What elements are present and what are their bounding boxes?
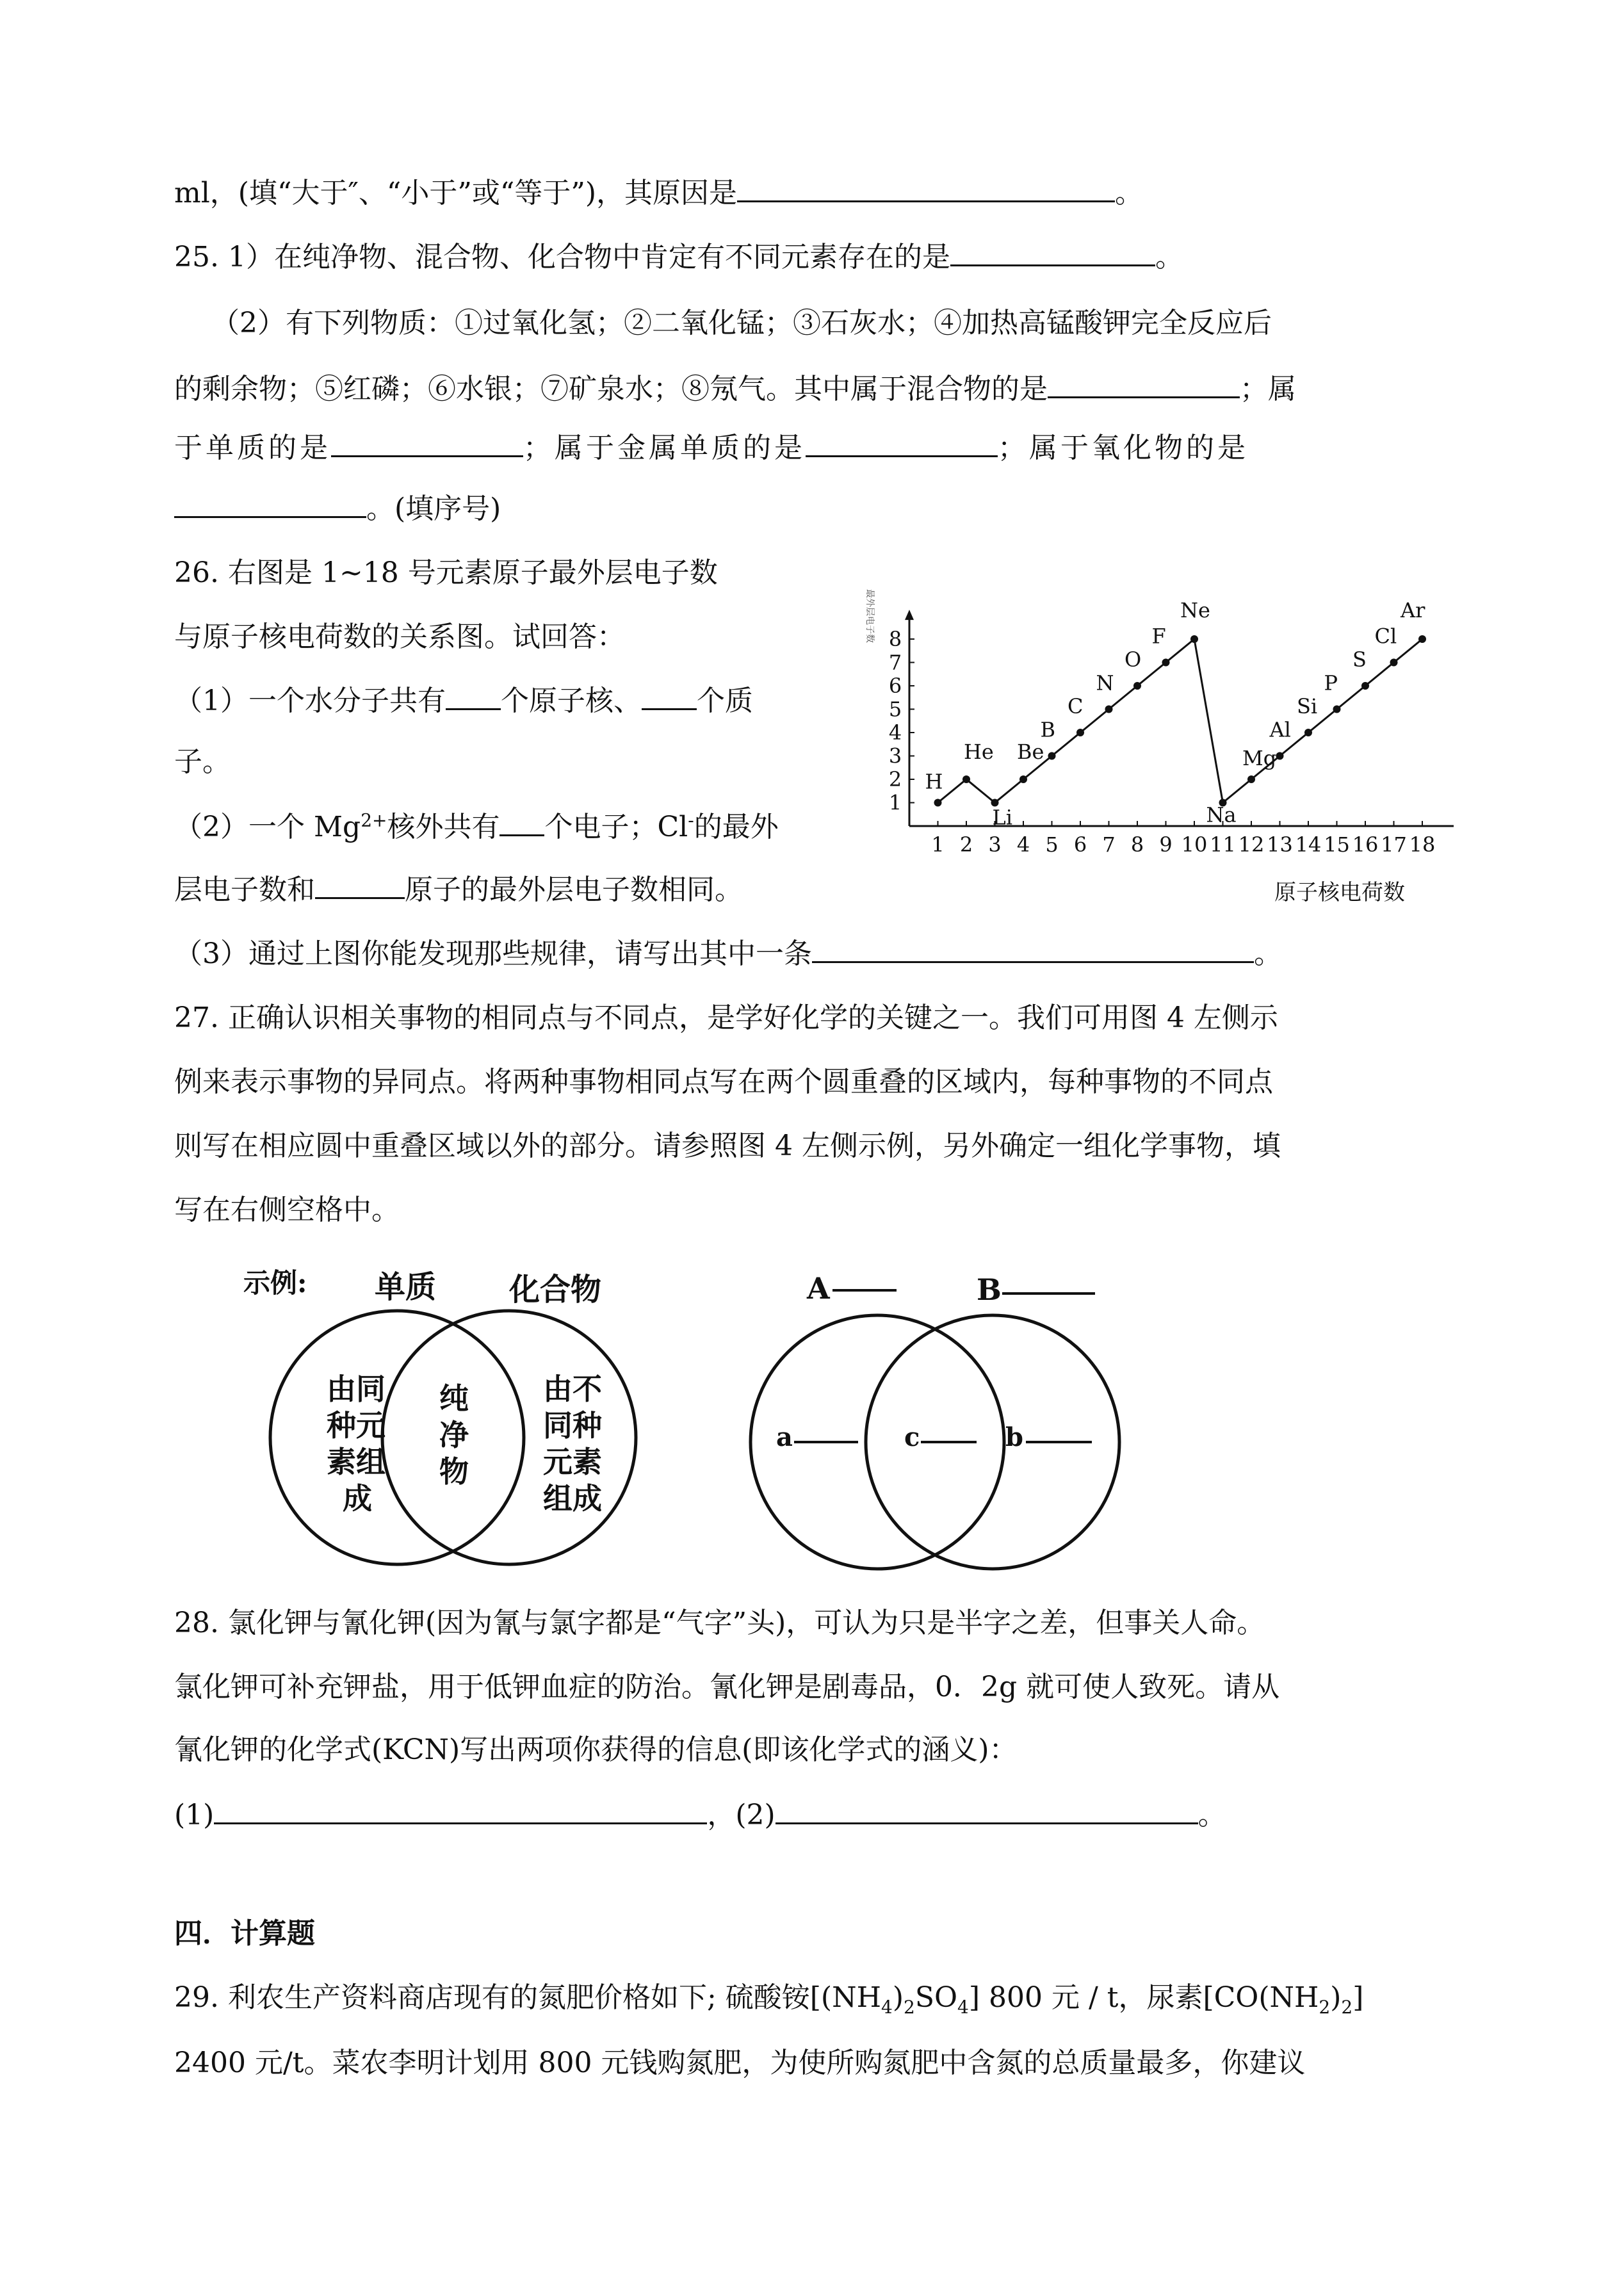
question-29-line2: 2400 元/t。菜农李明计划用 800 元钱购氮肥，为使所购氮肥中含氮的总质量最多，你建议 — [174, 2047, 1306, 2079]
y-tick-label: 5 — [888, 697, 902, 722]
data-point-h — [934, 799, 942, 807]
question-28-line2: 氯化钾可补充钾盐，用于低钾血症的防治。氰化钾是剧毒品，0．2g 就可使人致死。请从 — [174, 1671, 1280, 1703]
data-point-al — [1276, 752, 1284, 760]
data-point-f — [1162, 659, 1170, 667]
y-tick-label: 3 — [888, 743, 902, 768]
x-tick-label: 18 — [1409, 832, 1436, 857]
svg-text:元素: 元素 — [543, 1445, 602, 1479]
venn-example-left-circle — [270, 1311, 524, 1564]
venn-example-right-text — [543, 1372, 602, 1516]
y-axis-arrow — [905, 610, 914, 620]
question-26-line2: 与原子核电荷数的关系图。试回答： — [174, 620, 625, 653]
svg-text:净: 净 — [439, 1418, 469, 1452]
svg-text:组成: 组成 — [543, 1481, 602, 1516]
svg-text:素组: 素组 — [327, 1445, 386, 1479]
x-tick-label: 7 — [1102, 832, 1116, 857]
data-point-be — [1019, 775, 1027, 783]
question-26-part1: （1）一个水分子共有 个原子核、 个质 — [174, 682, 753, 720]
point-label-be: Be — [1017, 740, 1044, 764]
question-27-line2: 例来表示事物的异同点。将两种事物相同点写在两个圆重叠的区域内，每种事物的不同点 — [174, 1066, 1273, 1098]
answer-blank-element[interactable] — [331, 430, 523, 457]
chart-x-axis-label: 原子核电荷数 — [1274, 880, 1405, 905]
x-tick-label: 3 — [988, 832, 1002, 857]
svg-text:由不: 由不 — [543, 1372, 602, 1406]
venn-blank-A-label: A — [807, 1271, 830, 1306]
data-point-b — [1048, 752, 1056, 760]
question-26-part2-cont: 层电子数和 原子的最外层电子数相同。 — [174, 871, 743, 909]
question-27-line4: 写在右侧空格中。 — [174, 1194, 400, 1226]
answer-blank-1[interactable] — [214, 1797, 707, 1824]
data-point-cl — [1390, 659, 1398, 667]
question-29-line1: 29. 利农生产资料商店现有的氮肥价格如下; 硫酸铵$[(NH_4)_2SO_4]$ 800 元 / t，尿素$[CO(NH_2)_2]$ — [174, 1981, 1364, 2018]
question-26-part2: （2）一个 $Mg^{2+}$核外共有 个电子；Cl-的最外 — [174, 809, 779, 843]
point-label-si: Si — [1297, 694, 1318, 718]
question-26-part1-cont: 子。 — [174, 745, 231, 778]
question-26-line1: 26. 右图是 1~18 号元素原子最外层电子数 — [174, 556, 718, 589]
venn-blank-c-label: c — [904, 1422, 920, 1452]
venn-example-mid-text — [439, 1381, 469, 1489]
x-tick-label: 5 — [1045, 832, 1059, 857]
chart-series-line — [938, 639, 1423, 803]
answer-blank[interactable] — [446, 683, 501, 710]
x-tick-label: 2 — [959, 832, 973, 857]
question-25-part2-line3: 于单质的是 ；属于金属单质的是 ；属于氧化物的是 — [174, 429, 1249, 467]
data-point-c — [1076, 729, 1084, 736]
question-27-line1: 27. 正确认识相关事物的相同点与不同点，是学好化学的关键之一。我们可用图 4 左侧示 — [174, 1002, 1278, 1034]
point-label-li: Li — [992, 805, 1012, 830]
electron-shell-chart — [839, 570, 1454, 916]
answer-blank-mixture[interactable] — [1048, 371, 1240, 398]
question-25-part2-line1: （2）有下列物质：①过氧化氢；②二氧化锰；③石灰水；④加热高锰酸钾完全反应后 — [211, 307, 1272, 339]
y-tick-label: 7 — [888, 650, 902, 675]
text-line-answer-reason: ml，(填“大于″、“小于”或“等于”)，其原因是 。 — [174, 174, 1143, 213]
answer-blank-2[interactable] — [775, 1797, 1198, 1824]
x-tick-label: 11 — [1210, 832, 1236, 857]
data-point-s — [1361, 682, 1369, 690]
x-tick-label: 15 — [1324, 832, 1350, 857]
x-tick-label: 12 — [1238, 832, 1265, 857]
question-28-answers: (1) ，(2) 。 — [174, 1796, 1226, 1835]
answer-blank[interactable] — [950, 239, 1155, 266]
data-point-ar — [1418, 635, 1426, 643]
x-tick-label: 1 — [931, 832, 945, 857]
answer-blank-metal[interactable] — [806, 430, 998, 457]
answer-blank[interactable] — [642, 683, 697, 710]
point-label-cl: Cl — [1374, 624, 1397, 649]
x-tick-label: 8 — [1130, 832, 1144, 857]
point-label-c: C — [1068, 694, 1084, 718]
venn-blank-b-label: b — [1005, 1422, 1023, 1452]
data-point-he — [962, 775, 970, 783]
x-tick-label: 16 — [1352, 832, 1379, 857]
data-point-ne — [1190, 635, 1198, 643]
data-point-si — [1304, 729, 1312, 736]
venn-example-left-text — [327, 1372, 386, 1516]
point-label-al: Al — [1269, 717, 1291, 742]
point-label-s: S — [1352, 647, 1367, 672]
question-26-part3: （3）通过上图你能发现那些规律，请写出其中一条 。 — [174, 935, 1282, 973]
venn-left-title: 单质 — [375, 1269, 437, 1305]
point-label-f: F — [1151, 624, 1166, 649]
point-label-ne: Ne — [1180, 598, 1210, 622]
venn-right-title: 化合物 — [509, 1272, 602, 1308]
section-heading-calculation: 四．计算题 — [174, 1917, 315, 1950]
x-tick-label: 10 — [1181, 832, 1208, 857]
svg-text:物: 物 — [439, 1454, 469, 1489]
x-tick-label: 14 — [1295, 832, 1322, 857]
svg-text:由同: 由同 — [327, 1372, 386, 1406]
x-tick-label: 17 — [1381, 832, 1407, 857]
question-25-part2-line2: 的剩余物；⑤红磷；⑥水银；⑦矿泉水；⑧氖气。其中属于混合物的是 ；属 — [174, 370, 1296, 409]
point-label-ar: Ar — [1401, 598, 1425, 622]
y-tick-label: 2 — [888, 767, 902, 791]
question-25-part1: 25. 1）在纯净物、混合物、化合物中肯定有不同元素存在的是 。 — [174, 238, 1183, 277]
point-label-n: N — [1096, 670, 1114, 695]
question-28-line3: 氰化钾的化学式(KCN)写出两项你获得的信息(即该化学式的涵义)： — [174, 1733, 1018, 1766]
point-label-na: Na — [1206, 802, 1237, 827]
data-point-n — [1105, 706, 1113, 713]
answer-blank[interactable] — [315, 872, 405, 899]
venn-blank-a-label: a — [776, 1422, 793, 1452]
x-tick-label: 13 — [1267, 832, 1293, 857]
svg-text:纯: 纯 — [439, 1381, 469, 1416]
point-label-b: B — [1040, 717, 1056, 742]
chart-y-axis-label: 最外层电子数 — [865, 589, 875, 643]
answer-blank[interactable] — [737, 175, 1115, 202]
point-label-p: P — [1324, 670, 1338, 695]
svg-text:成: 成 — [343, 1481, 372, 1516]
point-label-o: O — [1125, 647, 1142, 672]
chart-point-labels — [925, 598, 1426, 830]
x-tick-label: 4 — [1016, 832, 1030, 857]
answer-blank-oxide[interactable] — [174, 491, 366, 518]
question-25-part2-line4: 。(填序号) — [174, 490, 501, 528]
y-tick-label: 4 — [888, 720, 902, 745]
question-27-line3: 则写在相应圆中重叠区域以外的部分。请参照图 4 左侧示例，另外确定一组化学事物，填 — [174, 1130, 1281, 1162]
y-tick-label: 1 — [888, 790, 902, 815]
svg-text:种元: 种元 — [327, 1408, 386, 1443]
y-tick-label: 6 — [888, 674, 902, 698]
point-label-he: He — [964, 740, 994, 764]
y-tick-label: 8 — [888, 627, 902, 651]
point-label-mg: Mg — [1242, 746, 1277, 770]
answer-blank[interactable] — [499, 809, 544, 836]
venn-blank-B-label: B — [977, 1272, 1002, 1307]
data-point-o — [1133, 682, 1141, 690]
answer-blank[interactable] — [812, 936, 1254, 963]
x-tick-label: 9 — [1159, 832, 1173, 857]
question-28-line1: 28. 氯化钾与氰化钾(因为氰与氯字都是“气字”头)，可认为只是半字之差，但事关人命。 — [174, 1607, 1265, 1639]
svg-text:同种: 同种 — [543, 1408, 602, 1443]
series-polyline — [938, 639, 1423, 803]
venn-diagrams — [237, 1255, 1159, 1588]
data-point-p — [1333, 706, 1341, 713]
venn-example-label: 示例: — [243, 1267, 307, 1299]
data-point-mg — [1247, 775, 1255, 783]
x-tick-label: 6 — [1073, 832, 1087, 857]
point-label-h: H — [925, 769, 943, 794]
